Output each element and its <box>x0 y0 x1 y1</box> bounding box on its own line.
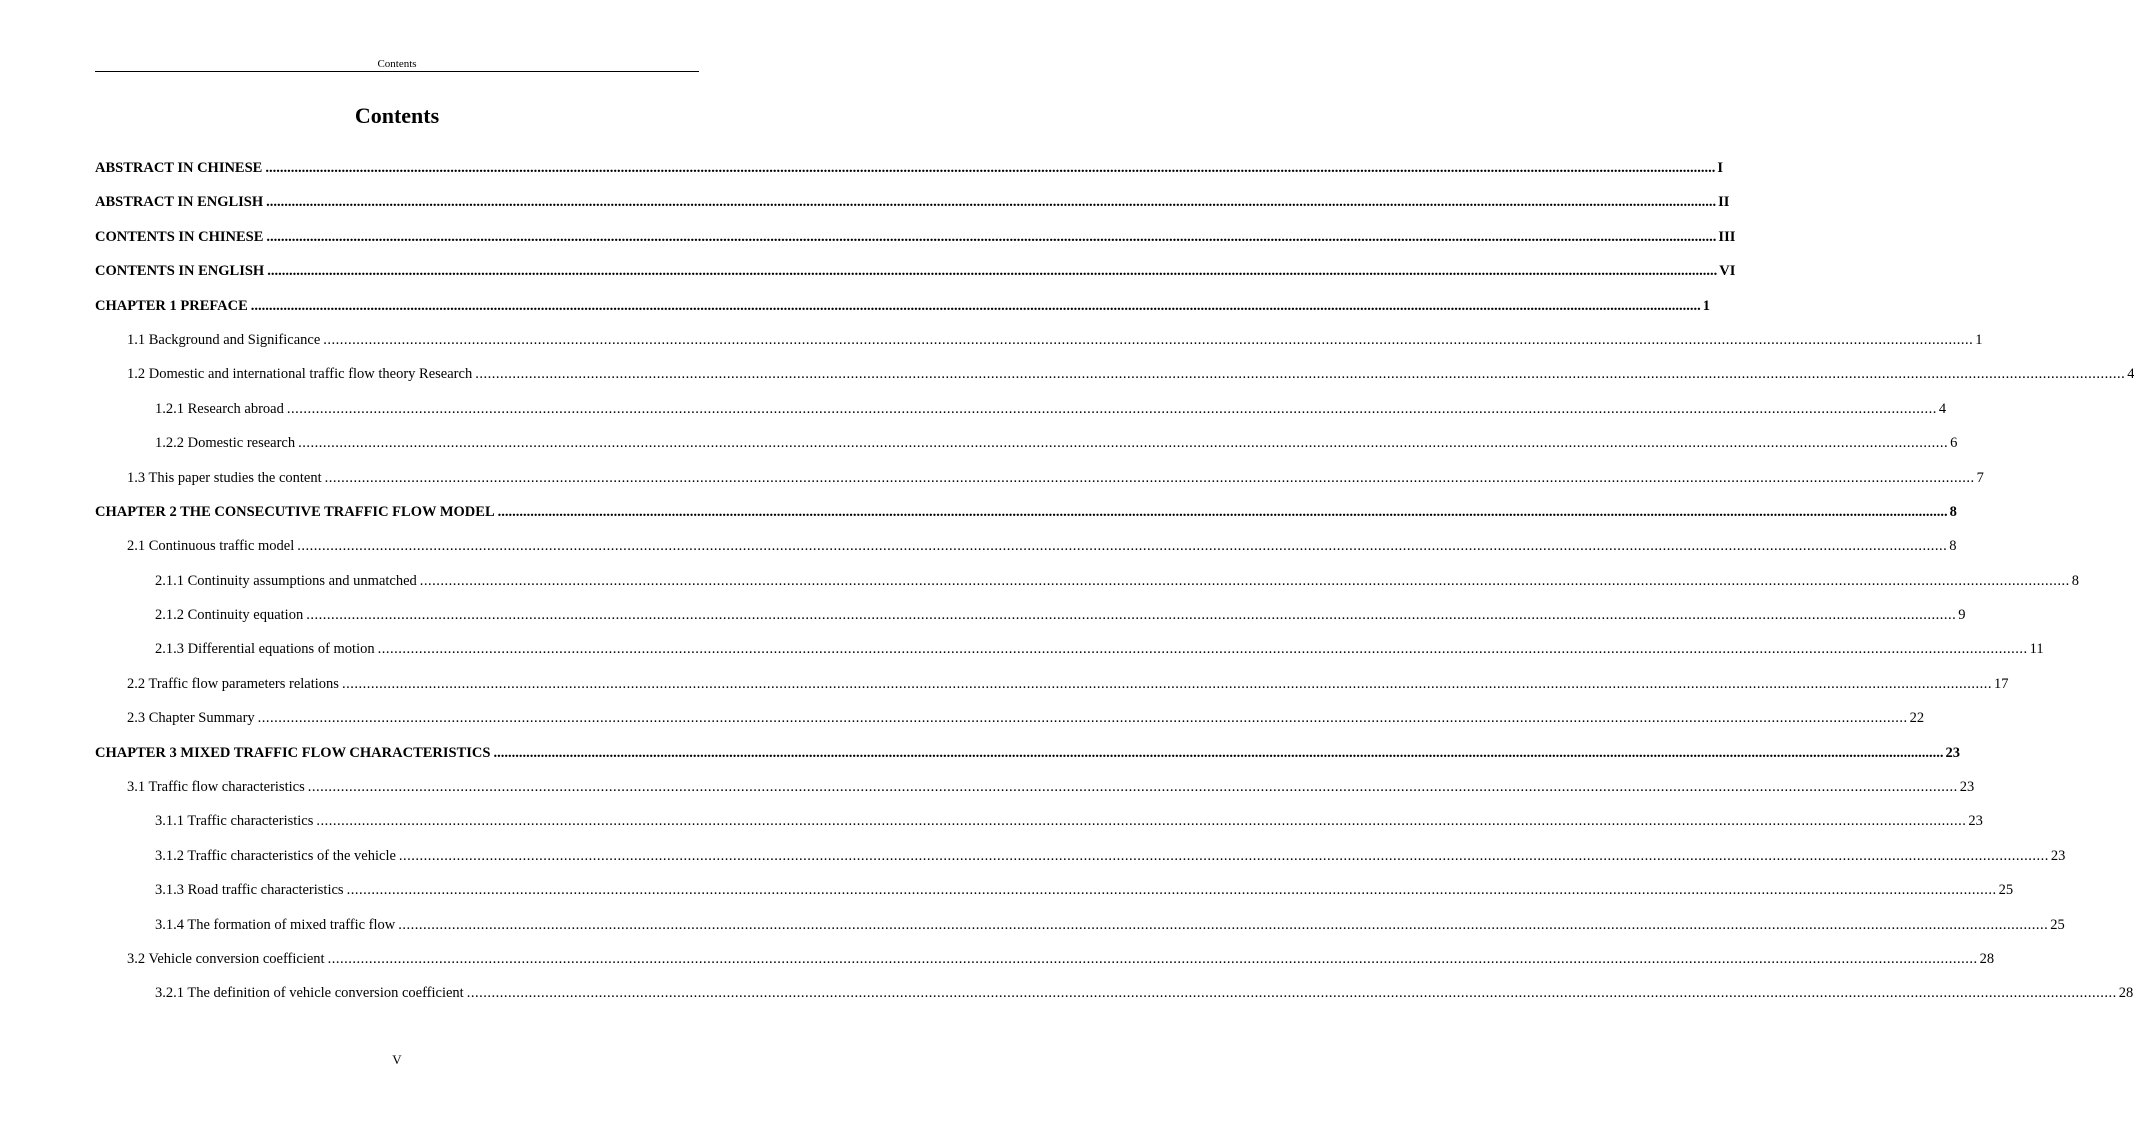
toc-entry-title: CHAPTER 1 PREFACE <box>95 297 248 314</box>
toc-entry-page: 4 <box>1938 400 1947 417</box>
toc-entry[interactable] <box>95 949 1995 983</box>
toc-entry-title: CHAPTER 2 THE CONSECUTIVE TRAFFIC FLOW MODEL <box>95 503 495 520</box>
toc-entry-page: 25 <box>1998 882 2014 899</box>
toc-entry[interactable] <box>95 983 2134 1017</box>
toc-entry[interactable] <box>95 364 2134 398</box>
toc-entry-title: 2.3 Chapter Summary <box>127 710 255 727</box>
toc-dot-leader: ................................................................................................................................................................................................................................................................................................................................................................................................................ <box>341 675 1992 692</box>
toc-entry-title: 3.1 Traffic flow characteristics <box>127 779 305 796</box>
toc-entry-title: 3.1.2 Traffic characteristics of the vehicle <box>155 847 396 864</box>
toc-entry[interactable] <box>95 846 2066 880</box>
toc-entry-title: CHAPTER 3 MIXED TRAFFIC FLOW CHARACTERISTICS <box>95 744 491 761</box>
toc-entry-title: 3.2 Vehicle conversion coefficient <box>127 950 325 967</box>
toc-dot-leader: ................................................................................................................................................................................................................................................................................................................................................................................................................ <box>257 710 1908 727</box>
toc-dot-leader: ................................................................................................................................................................................................................................................................................................................................................................................................................ <box>377 641 2028 658</box>
toc-entry[interactable] <box>95 433 1958 467</box>
toc-entry-page: 23 <box>2050 847 2066 864</box>
toc-entry-title: 2.1.2 Continuity equation <box>155 607 304 624</box>
toc-dot-leader: ................................................................................................................................................................................................................................................................................................................................................................................................................ <box>265 160 1716 176</box>
toc-dot-leader: ................................................................................................................................................................................................................................................................................................................................................................................................................ <box>497 503 1948 520</box>
toc-entry-title: 1.3 This paper studies the content <box>127 469 322 486</box>
page-title: Contents <box>354 103 440 128</box>
toc-entry-page: III <box>1718 228 1736 245</box>
toc-entry-title: CONTENTS IN ENGLISH <box>95 263 265 280</box>
toc-dot-leader: ................................................................................................................................................................................................................................................................................................................................................................................................................ <box>398 916 2049 933</box>
toc-entry[interactable] <box>95 639 2044 673</box>
toc-dot-leader: ................................................................................................................................................................................................................................................................................................................................................................................................................ <box>267 263 1718 280</box>
toc-entry-page: VI <box>1719 263 1736 280</box>
toc-entry-title: 2.1 Continuous traffic model <box>127 538 295 555</box>
toc-entry[interactable] <box>95 330 1983 364</box>
toc-entry[interactable] <box>95 777 1975 811</box>
toc-entry-page: 8 <box>1949 538 1957 555</box>
toc-entry[interactable] <box>95 708 1925 742</box>
toc-dot-leader: ................................................................................................................................................................................................................................................................................................................................................................................................................ <box>398 847 2049 864</box>
running-header: Contents <box>377 58 417 70</box>
toc-entry-title: 1.2 Domestic and international traffic flow theory Research <box>127 366 473 383</box>
toc-dot-leader: ................................................................................................................................................................................................................................................................................................................................................................................................................ <box>286 400 1937 417</box>
toc-entry-title: 1.2.1 Research abroad <box>155 400 284 417</box>
toc-entry-page: 7 <box>1976 469 1984 486</box>
toc-dot-leader: ................................................................................................................................................................................................................................................................................................................................................................................................................ <box>475 366 2126 383</box>
toc-entry-page: 28 <box>2118 985 2134 1002</box>
toc-entry[interactable] <box>95 571 2080 605</box>
toc-entry-page: 9 <box>1958 607 1966 624</box>
toc-entry-page: 23 <box>1959 779 1975 796</box>
toc-dot-leader: ................................................................................................................................................................................................................................................................................................................................................................................................................ <box>419 572 2070 589</box>
toc-entry-title: ABSTRACT IN ENGLISH <box>95 194 264 211</box>
toc-dot-leader: ................................................................................................................................................................................................................................................................................................................................................................................................................ <box>327 950 1978 967</box>
toc-entry-title: 2.2 Traffic flow parameters relations <box>127 675 339 692</box>
toc-dot-leader: ................................................................................................................................................................................................................................................................................................................................................................................................................ <box>298 435 1949 452</box>
toc-entry-page: 23 <box>1945 744 1960 761</box>
toc-entry-title: 2.1.3 Differential equations of motion <box>155 641 375 658</box>
toc-dot-leader: ................................................................................................................................................................................................................................................................................................................................................................................................................ <box>250 297 1701 314</box>
toc-entry[interactable] <box>95 296 1711 330</box>
toc-dot-leader: ................................................................................................................................................................................................................................................................................................................................................................................................................ <box>297 538 1948 555</box>
toc-entry-page: II <box>1718 194 1730 211</box>
toc-entry[interactable] <box>95 227 1736 261</box>
toc-entry[interactable] <box>95 536 1957 570</box>
toc-entry[interactable] <box>95 743 1960 777</box>
toc-dot-leader: ................................................................................................................................................................................................................................................................................................................................................................................................................ <box>346 882 1997 899</box>
toc-entry-title: 3.2.1 The definition of vehicle conversion coefficient <box>155 985 464 1002</box>
toc-entry-page: 6 <box>1950 435 1958 452</box>
toc-entry-title: CONTENTS IN CHINESE <box>95 228 264 245</box>
toc-entry-page: 23 <box>1968 813 1983 830</box>
toc-entry[interactable] <box>95 261 1736 295</box>
toc-entry-title: 2.1.1 Continuity assumptions and unmatched <box>155 572 417 589</box>
toc-dot-leader: ................................................................................................................................................................................................................................................................................................................................................................................................................ <box>306 607 1957 624</box>
toc-entry-title: 1.2.2 Domestic research <box>155 435 296 452</box>
page-number: V <box>392 1052 402 1067</box>
toc-entry-title: 1.1 Background and Significance <box>127 331 321 348</box>
toc-entry-page: 25 <box>2050 916 2065 933</box>
toc-entry-page: 11 <box>2029 641 2044 658</box>
toc-dot-leader: ................................................................................................................................................................................................................................................................................................................................................................................................................ <box>316 813 1967 830</box>
toc-entry-title: ABSTRACT IN CHINESE <box>95 160 263 176</box>
table-of-contents <box>95 158 2134 1018</box>
toc-entry[interactable] <box>95 468 1984 502</box>
toc-entry-page: 22 <box>1909 710 1925 727</box>
toc-entry-page: 4 <box>2127 366 2134 383</box>
toc-entry[interactable] <box>95 915 2065 949</box>
toc-entry-page: 28 <box>1979 950 1995 967</box>
toc-dot-leader: ................................................................................................................................................................................................................................................................................................................................................................................................................ <box>307 779 1958 796</box>
toc-entry[interactable] <box>95 192 1730 226</box>
toc-entry-page: 8 <box>2071 572 2080 589</box>
toc-dot-leader: ................................................................................................................................................................................................................................................................................................................................................................................................................ <box>493 744 1944 761</box>
toc-entry-title: 3.1.4 The formation of mixed traffic flow <box>155 916 396 933</box>
toc-entry[interactable] <box>95 399 1947 433</box>
toc-entry-page: 8 <box>1949 503 1957 520</box>
header-rule <box>95 71 699 72</box>
toc-dot-leader: ................................................................................................................................................................................................................................................................................................................................................................................................................ <box>266 194 1717 211</box>
toc-dot-leader: ................................................................................................................................................................................................................................................................................................................................................................................................................ <box>323 331 1974 348</box>
toc-entry[interactable] <box>95 158 1723 192</box>
toc-entry-title: 3.1.3 Road traffic characteristics <box>155 882 344 899</box>
toc-entry[interactable] <box>95 605 1966 639</box>
toc-entry-page: I <box>1717 160 1723 176</box>
toc-entry[interactable] <box>95 674 2009 708</box>
toc-entry-title: 3.1.1 Traffic characteristics <box>155 813 314 830</box>
toc-dot-leader: ................................................................................................................................................................................................................................................................................................................................................................................................................ <box>266 228 1717 245</box>
toc-dot-leader: ................................................................................................................................................................................................................................................................................................................................................................................................................ <box>466 985 2117 1002</box>
toc-entry-page: 17 <box>1993 675 2009 692</box>
toc-entry-page: 1 <box>1702 297 1711 314</box>
toc-entry[interactable] <box>95 502 1957 536</box>
toc-entry[interactable] <box>95 880 2014 914</box>
toc-entry[interactable] <box>95 811 1983 845</box>
toc-dot-leader: ................................................................................................................................................................................................................................................................................................................................................................................................................ <box>324 469 1975 486</box>
toc-entry-page: 1 <box>1975 331 1983 348</box>
